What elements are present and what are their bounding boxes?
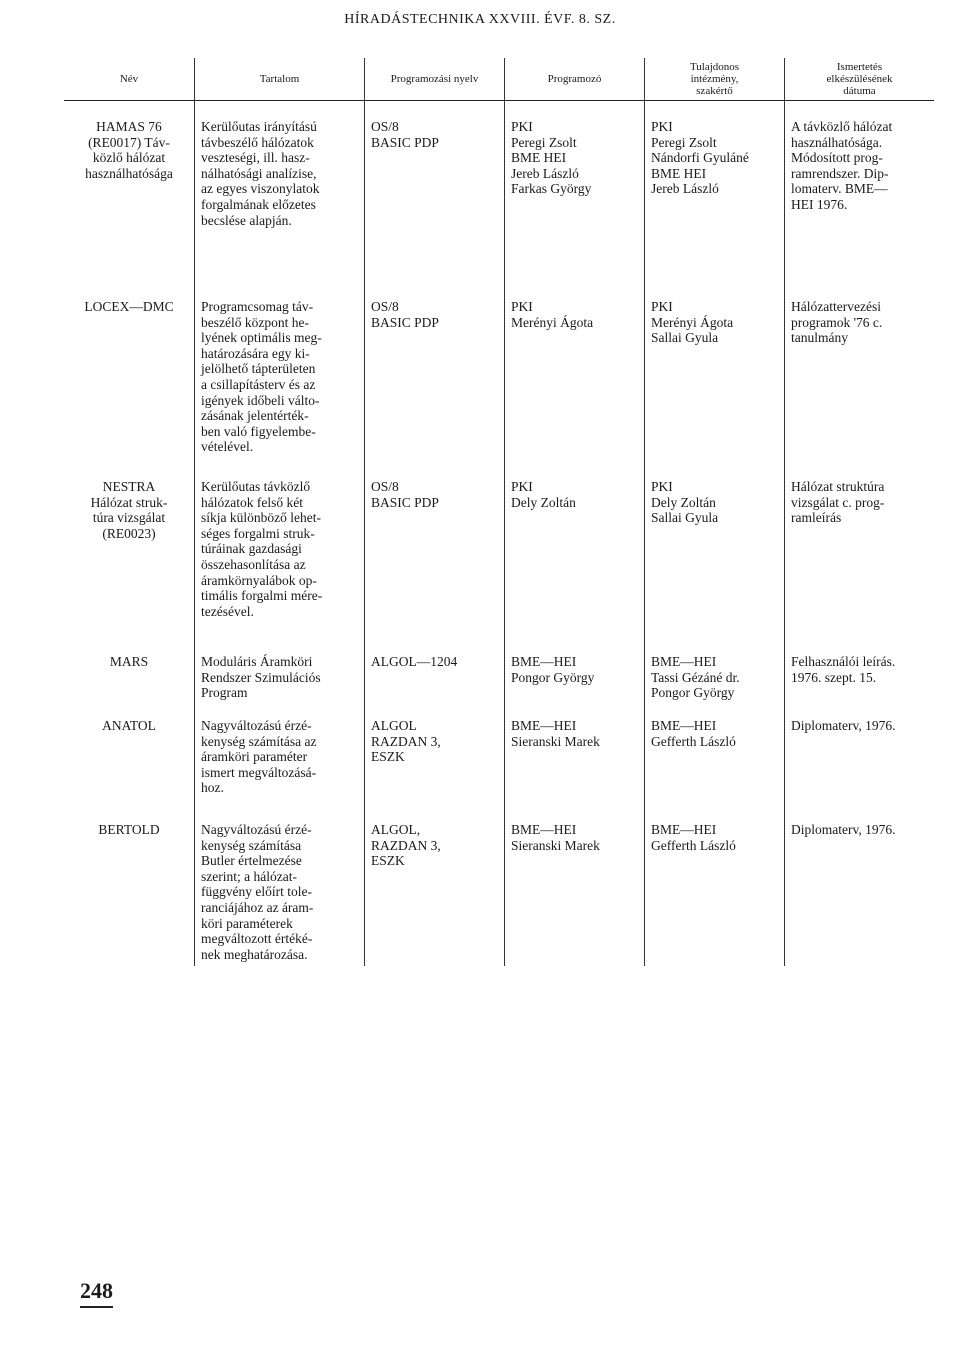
cell-text-line: (RE0023) [102, 525, 156, 541]
cell-text-line: A távközlő hálózat [791, 119, 893, 134]
cell-text-line: MARS [109, 654, 149, 669]
row-name [64, 638, 194, 702]
row-owner [644, 806, 784, 966]
table-row [64, 283, 934, 463]
cell-text-line: Nagyváltozású érzé- [201, 718, 312, 733]
cell-text-line: OS/8 [371, 479, 399, 494]
row-owner [644, 283, 784, 463]
row-name [64, 806, 194, 966]
cell-text-line: közlő hálózat [92, 150, 166, 166]
cell-text-line: Peregi Zsolt [651, 134, 717, 150]
column-header-date: Ismertetés elkészülésének dátuma [784, 58, 934, 100]
cell-text-line: tanulmány [791, 330, 848, 346]
cell-text-line: BME—HEI [651, 654, 717, 669]
cell-text-line: nálhatósági analízise, [201, 165, 317, 181]
row-date [784, 806, 934, 966]
cell-text-line: Sallai Gyula [651, 510, 719, 526]
table-row [64, 702, 934, 806]
row-name [64, 702, 194, 806]
cell-text-line: OS/8 [371, 299, 399, 314]
cell-text-line: Gefferth László [651, 837, 736, 853]
row-programmer [504, 702, 644, 806]
row-language [364, 806, 504, 966]
row-owner [644, 463, 784, 638]
row-content [194, 638, 364, 702]
cell-text-line: Program [201, 685, 248, 701]
cell-text-line: PKI [511, 119, 533, 134]
row-date [784, 101, 934, 283]
column-header-owner: Tulajdonos intézmény, szakértő [644, 58, 784, 100]
cell-text-line: BME—HEI [511, 822, 577, 837]
row-name [64, 463, 194, 638]
cell-text-line: megváltozott értéké- [201, 931, 313, 947]
table-row [64, 101, 934, 283]
row-date [784, 463, 934, 638]
cell-text-line: Jereb László [651, 181, 719, 197]
cell-text-line: Dely Zoltán [651, 494, 716, 510]
cell-text-line: BASIC PDP [371, 314, 439, 330]
cell-text-line: BASIC PDP [371, 494, 439, 510]
cell-text-line: hoz. [201, 780, 224, 796]
row-language [364, 463, 504, 638]
cell-text-line: PKI [511, 299, 533, 314]
cell-text-line: ESZK [371, 853, 405, 869]
cell-text-line: távbeszélő hálózatok [201, 134, 314, 150]
cell-text-line: áramköri paraméter [201, 749, 308, 765]
cell-text-line: áramkörnyalábok op- [201, 572, 317, 588]
cell-text-line: Sieranski Marek [511, 837, 600, 853]
cell-text-line: Felhasználói leírás. [791, 654, 896, 669]
cell-text-line: Diplomaterv, 1976. [791, 718, 896, 733]
cell-text-line: Moduláris Áramköri [201, 654, 313, 669]
cell-text-line: Farkas György [511, 181, 592, 197]
cell-text-line: vizsgálat c. prog- [791, 494, 885, 510]
cell-text-line: túra vizsgálat [92, 510, 166, 526]
cell-text-line: LOCEX—DMC [84, 299, 174, 314]
row-content [194, 702, 364, 806]
cell-text-line: ALGOL, [371, 822, 421, 837]
row-programmer [504, 101, 644, 283]
cell-text-line: használhatósága [85, 165, 173, 181]
cell-text-line: összehasonlítása az [201, 556, 306, 572]
cell-text-line: RAZDAN 3, [371, 837, 441, 853]
cell-text-line: jelölhető tápterületen [201, 361, 316, 377]
table-row [64, 638, 934, 702]
row-name [64, 283, 194, 463]
cell-text-line: Módosított prog- [791, 150, 883, 166]
row-programmer [504, 283, 644, 463]
cell-text-line: RAZDAN 3, [371, 733, 441, 749]
cell-text-line: PKI [651, 299, 673, 314]
cell-text-line: Nagyváltozású érzé- [201, 822, 312, 837]
row-name [64, 101, 194, 283]
cell-text-line: HEI 1976. [791, 196, 848, 212]
cell-text-line: Hálózat struktúra [791, 479, 885, 494]
cell-text-line: (RE0017) Táv- [88, 134, 170, 150]
row-content [194, 463, 364, 638]
cell-text-line: PKI [651, 479, 673, 494]
cell-text-line: Gefferth László [651, 733, 736, 749]
column-header-programmer: Programozó [504, 58, 644, 100]
cell-text-line: ESZK [371, 749, 405, 765]
row-language [364, 283, 504, 463]
cell-text-line: hálózatok felső két [201, 494, 303, 510]
row-content [194, 806, 364, 966]
column-header-language: Programozási nyelv [364, 58, 504, 100]
cell-text-line: timális forgalmi mére- [201, 588, 323, 604]
cell-text-line: ben való figyelembe- [201, 423, 316, 439]
cell-text-line: Sieranski Marek [511, 733, 600, 749]
cell-text-line: Merényi Ágota [511, 314, 594, 330]
cell-text-line: szerint; a hálózat- [201, 868, 297, 884]
row-language [364, 638, 504, 702]
cell-text-line: Kerülőutas távközlő [201, 479, 311, 494]
cell-text-line: Dely Zoltán [511, 494, 576, 510]
cell-text-line: NESTRA [102, 479, 156, 494]
page-header: HÍRADÁSTECHNIKA XXVIII. ÉVF. 8. SZ. [344, 12, 616, 27]
cell-text-line: forgalmának előzetes [201, 196, 316, 212]
cell-text-line: lyének optimális meg- [201, 330, 322, 346]
cell-text-line: kenység számítása [201, 837, 302, 853]
row-date [784, 283, 934, 463]
cell-text-line: BME HEI [651, 165, 707, 181]
row-content [194, 283, 364, 463]
cell-text-line: ALGOL [371, 718, 417, 733]
cell-text-line: HAMAS 76 [96, 119, 162, 134]
cell-text-line: séges forgalmi struk- [201, 525, 315, 541]
table-header [64, 58, 934, 101]
table-body [64, 101, 934, 966]
cell-text-line: Jereb László [511, 165, 579, 181]
cell-text-line: ANATOL [102, 718, 156, 733]
cell-text-line: 1976. szept. 15. [791, 669, 877, 685]
cell-text-line: Peregi Zsolt [511, 134, 577, 150]
row-date [784, 702, 934, 806]
cell-text-line: becslése alapján. [201, 212, 292, 228]
cell-text-line: ramleírás [791, 510, 842, 526]
cell-text-line: ranciájához az áram- [201, 899, 314, 915]
cell-text-line: határozására egy ki- [201, 345, 310, 361]
cell-text-line: kenység számítása az [201, 733, 317, 749]
cell-text-line: Butler értelmezése [201, 853, 302, 869]
cell-text-line: Nándorfi Gyuláné [651, 150, 749, 166]
cell-text-line: BERTOLD [98, 822, 160, 837]
column-header-name: Név [119, 73, 139, 85]
cell-text-line: Rendszer Szimulációs [201, 669, 321, 685]
cell-text-line: köri paraméterek [201, 915, 293, 931]
cell-text-line: vételével. [201, 439, 254, 455]
cell-text-line: beszélő központ he- [201, 314, 309, 330]
row-owner [644, 702, 784, 806]
cell-text-line: programok '76 c. [791, 314, 883, 330]
cell-text-line: síkja különböző lehet- [201, 510, 321, 526]
cell-text-line: Programcsomag táv- [201, 299, 314, 314]
row-language [364, 702, 504, 806]
cell-text-line: ALGOL—1204 [371, 654, 458, 669]
cell-text-line: függvény előírt tole- [201, 884, 312, 900]
cell-text-line: Tassi Gézáné dr. [651, 669, 740, 685]
row-language [364, 101, 504, 283]
cell-text-line: Pongor György [511, 669, 595, 685]
cell-text-line: ramrendszer. Dip- [791, 165, 889, 181]
row-programmer [504, 638, 644, 702]
cell-text-line: Hálózattervezési [791, 299, 881, 314]
row-owner [644, 101, 784, 283]
cell-text-line: Kerülőutas irányítású [201, 119, 317, 134]
cell-text-line: BASIC PDP [371, 134, 439, 150]
cell-text-line: tezésével. [201, 603, 254, 619]
column-header-content: Tartalom [194, 58, 364, 100]
table-row [64, 463, 934, 638]
cell-text-line: Pongor György [651, 685, 735, 701]
row-content [194, 101, 364, 283]
cell-text-line: OS/8 [371, 119, 399, 134]
cell-text-line: lomaterv. BME— [791, 181, 888, 197]
page-number: 248 [80, 1278, 113, 1308]
cell-text-line: a csillapításterv és az [201, 376, 316, 392]
cell-text-line: BME—HEI [651, 822, 717, 837]
cell-text-line: nek meghatározása. [201, 946, 308, 962]
cell-text-line: Diplomaterv, 1976. [791, 822, 896, 837]
cell-text-line: BME HEI [511, 150, 567, 166]
table-row [64, 806, 934, 966]
cell-text-line: Hálózat struk- [90, 494, 168, 510]
cell-text-line: PKI [511, 479, 533, 494]
cell-text-line: túráinak gazdasági [201, 541, 302, 557]
cell-text-line: BME—HEI [651, 718, 717, 733]
cell-text-line: igények időbeli válto- [201, 392, 320, 408]
cell-text-line: veszteségi, ill. hasz- [201, 150, 310, 166]
row-programmer [504, 463, 644, 638]
cell-text-line: zásának jelentérték- [201, 408, 309, 424]
row-owner [644, 638, 784, 702]
row-date [784, 638, 934, 702]
cell-text-line: Merényi Ágota [651, 314, 734, 330]
cell-text-line: PKI [651, 119, 673, 134]
cell-text-line: ismert megváltozásá- [201, 764, 317, 780]
row-programmer [504, 806, 644, 966]
cell-text-line: az egyes viszonylatok [201, 181, 320, 197]
cell-text-line: BME—HEI [511, 654, 577, 669]
cell-text-line: BME—HEI [511, 718, 577, 733]
cell-text-line: használhatósága. [791, 134, 883, 150]
program-table [64, 58, 934, 966]
cell-text-line: Sallai Gyula [651, 330, 719, 346]
